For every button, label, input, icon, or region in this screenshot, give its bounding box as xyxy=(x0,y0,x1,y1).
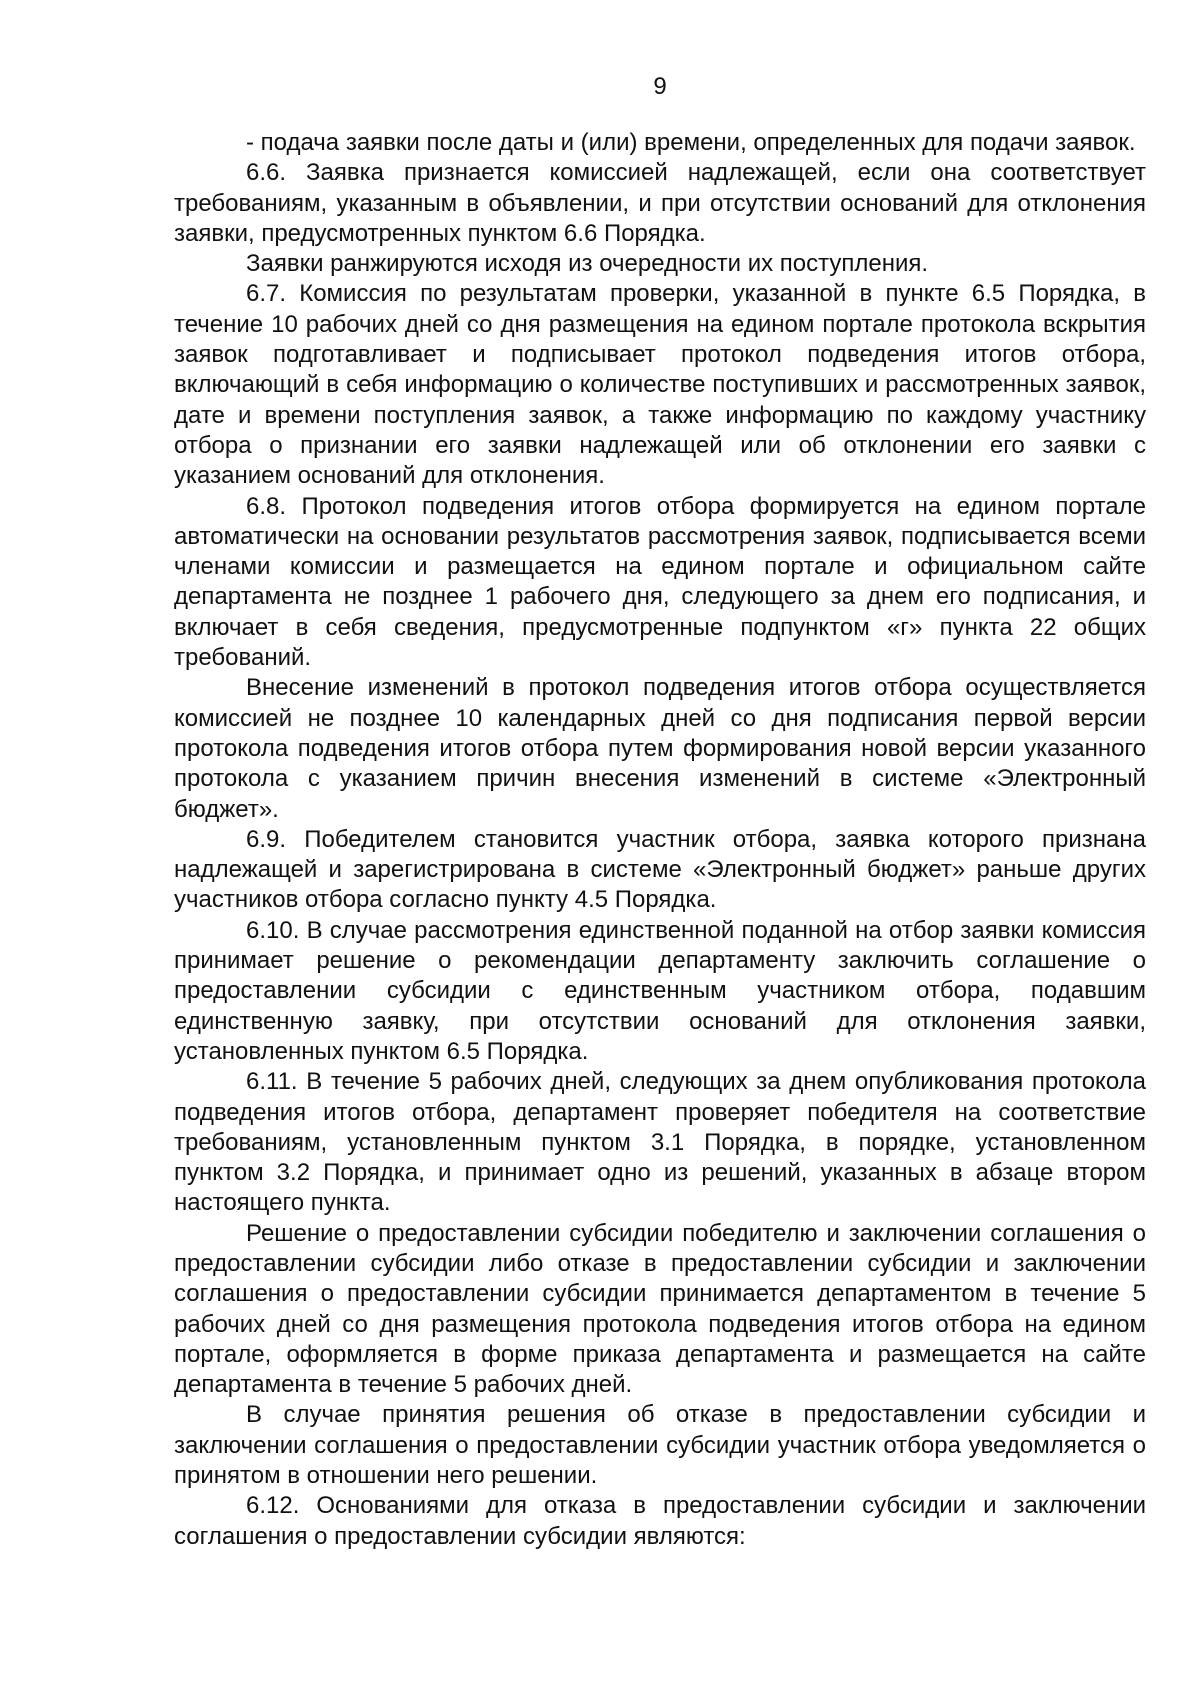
paragraph-6-6: 6.6. Заявка признается комиссией надлежащей, если она соответствует требованиям, указанным в объявлении, и при отсутствии оснований для отклонения заявки, предусмотренных пунктом 6.6 Порядка. xyxy=(174,159,1146,247)
paragraph-6-7: 6.7. Комиссия по результатам проверки, указанной в пункте 6.5 Порядка, в течение 10 рабочих дней со дня размещения на едином портале протокола вскрытия заявок подготавливает и подписывает протокол подведения итогов отбора, включающий в себя информацию о количестве поступивших и рассмотренных заявок, дате и времени поступления заявок, а также информацию по каждому участнику отбора о признании его заявки надлежащей или об отклонении его заявки с указанием оснований для отклонения. xyxy=(174,280,1146,490)
paragraph-protocol-changes: Внесение изменений в протокол подведения итогов отбора осуществляется комиссией не позднее 10 календарных дней со дня подписания первой версии протокола подведения итогов отбора путем формирования новой версии указанного протокола с указанием причин внесения изменений в системе «Электронный бюджет». xyxy=(174,674,1146,823)
document-body xyxy=(174,128,1146,1552)
page-number: 9 xyxy=(653,73,667,100)
paragraph-6-9: 6.9. Победителем становится участник отбора, заявка которого признана надлежащей и зарегистрирована в системе «Электронный бюджет» раньше других участников отбора согласно пункту 4.5 Порядка. xyxy=(174,825,1146,914)
paragraph-6-10: 6.10. В случае рассмотрения единственной поданной на отбор заявки комиссия принимает решение о рекомендации департаменту заключить соглашение о предоставлении субсидии с единственным участником отбора, подавшим единственную заявку, при отсутствии оснований для отклонения заявки, установленных пунктом 6.5 Порядка. xyxy=(174,916,1146,1065)
paragraph-ranking: Заявки ранжируются исходя из очередности их поступления. xyxy=(246,250,929,278)
paragraph-6-8: 6.8. Протокол подведения итогов отбора формируется на едином портале автоматически на основании результатов рассмотрения заявок, подписывается всеми членами комиссии и размещается на едином портале и официальном сайте департамента не позднее 1 рабочего дня, следующего за днем его подписания, и включает в себя сведения, предусмотренные подпунктом «г» пункта 22 общих требований. xyxy=(174,492,1146,672)
paragraph-decision: Решение о предоставлении субсидии победителю и заключении соглашения о предоставлении субсидии либо отказе в предоставлении субсидии и заключении соглашения о предоставлении субсидии принимается департаментом в течение 5 рабочих дней со дня размещения протокола подведения итогов отбора на едином портале, оформляется в форме приказа департамента и размещается на сайте департамента в течение 5 рабочих дней. xyxy=(174,1219,1146,1399)
paragraph-6-12: 6.12. Основаниями для отказа в предоставлении субсидии и заключении соглашения о предоставлении субсидии являются: xyxy=(174,1492,1146,1550)
paragraph-late-submission: - подача заявки после даты и (или) времени, определенных для подачи заявок. xyxy=(246,129,1136,156)
paragraph-6-11: 6.11. В течение 5 рабочих дней, следующих за днем опубликования протокола подведения итогов отбора, департамент проверяет победителя на соответствие требованиям, установленным пунктом 3.1 Порядка, в порядке, установленном пунктом 3.2 Порядка, и принимает одно из решений, указанных в абзаце втором настоящего пункта. xyxy=(174,1068,1146,1217)
paragraph-refusal-notice: В случае принятия решения об отказе в предоставлении субсидии и заключении соглашения о предоставлении субсидии участник отбора уведомляется о принятом в отношении него решении. xyxy=(174,1401,1146,1490)
